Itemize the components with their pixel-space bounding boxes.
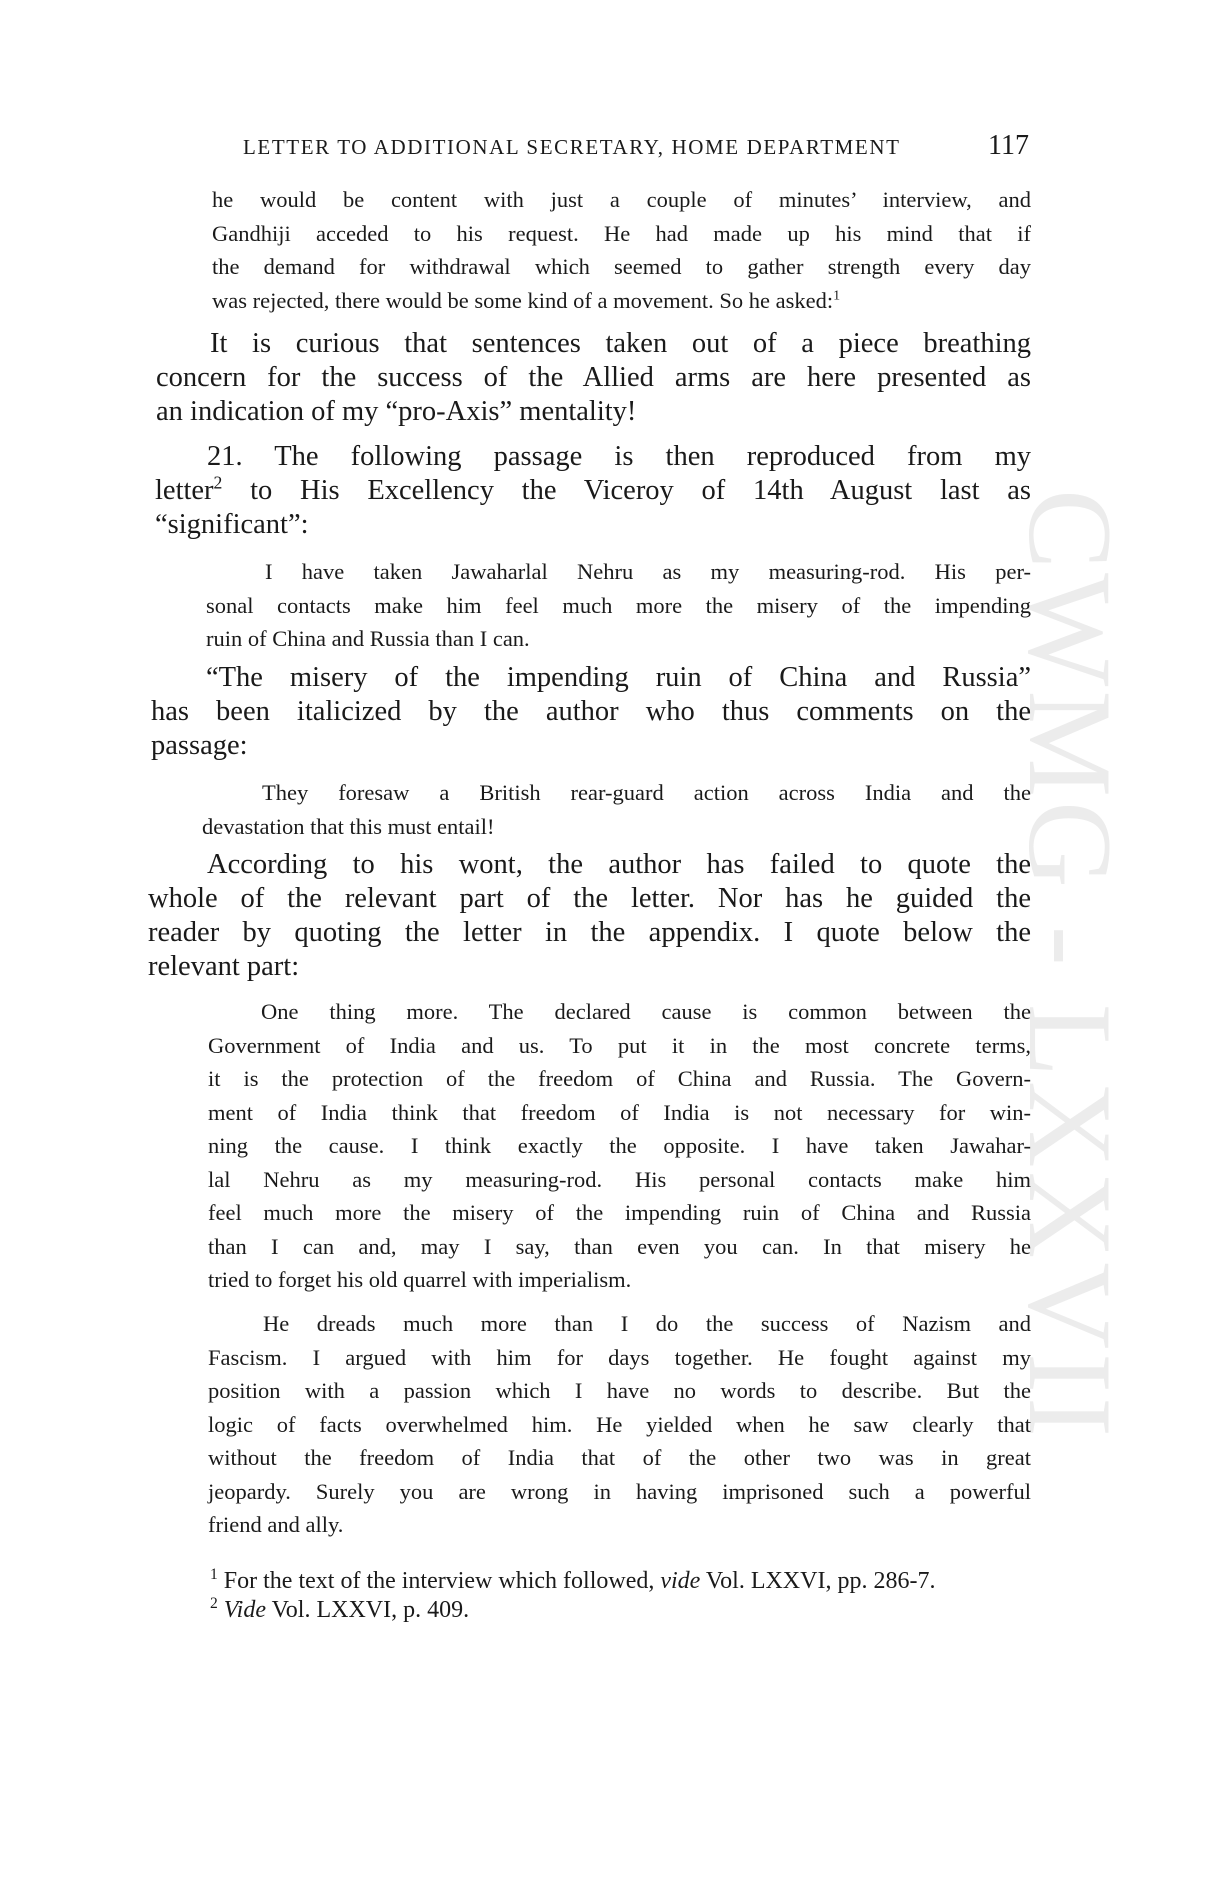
text-line: One thing more. The declared cause is common between the <box>261 999 1031 1024</box>
text-line: it is the protection of the freedom of China and Russia. The Govern- <box>208 1066 1031 1091</box>
text-line: passage: <box>151 730 248 761</box>
footnote-2: $^2$ Vide Vol. LXXVI, p. 409. <box>210 1595 470 1623</box>
text-line: 21. The following passage is then reproduced from my <box>207 441 1031 472</box>
footnote-1: $^1$ For the text of the interview which followed, vide Vol. LXXVI, pp. 286-7. <box>210 1566 936 1594</box>
text-line: lal Nehru as my measuring-rod. His personal contacts make him <box>208 1166 1031 1192</box>
footnote-marker: 1 <box>833 288 841 303</box>
text-line: Government of India and us. To put it in the most concrete terms, <box>208 1032 1031 1058</box>
text-line: According to his wont, the author has failed to quote the <box>207 849 1031 880</box>
block-quote-2 <box>202 776 1031 843</box>
paragraph-1 <box>212 183 1031 317</box>
block-quote-1 <box>206 555 1031 656</box>
text-line: relevant part: <box>148 951 300 982</box>
text-line: has been italicized by the author who thus comments on the <box>151 696 1031 727</box>
text-line: It is curious that sentences taken out of a piece breathing <box>210 328 1031 359</box>
watermark <box>1004 395 1138 1535</box>
text-line: feel much more the misery of the impending ruin of China and Russia <box>208 1200 1031 1225</box>
text-line: position with a passion which I have no words to describe. But the <box>208 1378 1031 1403</box>
text-line: was rejected, there would be some kind of a movement. So he asked:$^1$ <box>212 287 841 313</box>
text-line: whole of the relevant part of the letter. Nor has he guided the <box>148 883 1031 914</box>
block-quote-3 <box>208 995 1031 1297</box>
text-line: “significant”: <box>155 509 309 540</box>
text-line: he would be content with just a couple of minutes’ interview, and <box>212 187 1031 212</box>
text-line: letter$^2$ to His Excellency the Viceroy of 14th August last as <box>155 472 1031 506</box>
paragraph-4 <box>151 661 1031 763</box>
text-line: tried to forget his old quarrel with imperialism. <box>208 1267 632 1292</box>
text-line: ruin of China and Russia than I can. <box>206 626 530 651</box>
text-line: friend and ally. <box>208 1512 344 1537</box>
paragraph-5 <box>148 848 1031 984</box>
text-line: He dreads much more than I do the success of Nazism and <box>263 1311 1031 1336</box>
text-line: devastation that this must entail! <box>202 813 495 839</box>
block-quote-4 <box>208 1307 1031 1542</box>
paragraph-2 <box>156 327 1031 429</box>
running-head: LETTER TO ADDITIONAL SECRETARY, HOME DEPARTMENT <box>243 135 901 159</box>
text-line: an indication of my “pro-Axis” mentality! <box>156 396 637 427</box>
text-line: without the freedom of India that of the other two was in great <box>208 1445 1031 1470</box>
text-line: logic of facts overwhelmed him. He yielded when he saw clearly that <box>208 1411 1031 1437</box>
text-line: Gandhiji acceded to his request. He had made up his mind that if <box>212 220 1031 246</box>
text-line: I have taken Jawaharlal Nehru as my measuring-rod. His per- <box>265 559 1031 584</box>
text-line: the demand for withdrawal which seemed to gather strength every day <box>212 254 1031 279</box>
text-line: ning the cause. I think exactly the opposite. I have taken Jawahar- <box>208 1133 1031 1158</box>
text-line: jeopardy. Surely you are wrong in having imprisoned such a powerful <box>208 1478 1031 1504</box>
page-header <box>243 130 1029 162</box>
text-line: reader by quoting the letter in the appendix. I quote below the <box>148 917 1031 948</box>
text-line: than I can and, may I say, than even you can. In that misery he <box>208 1233 1031 1259</box>
watermark-text: CWMG - LXXVII <box>1004 489 1138 1441</box>
footnote-marker: 2 <box>213 472 223 493</box>
text-line: Fascism. I argued with him for days together. He fought against my <box>208 1344 1031 1370</box>
text-line: concern for the success of the Allied arms are here presented as <box>156 362 1031 393</box>
text-line: sonal contacts make him feel much more the misery of the impending <box>206 592 1031 618</box>
text-line: “The misery of the impending ruin of China and Russia” <box>206 662 1031 693</box>
page-number: 117 <box>988 130 1029 161</box>
footnotes <box>210 1567 1034 1625</box>
text-line: They foresaw a British rear-guard action across India and the <box>262 780 1031 805</box>
text-line: ment of India think that freedom of India is not necessary for win- <box>208 1099 1031 1125</box>
paragraph-3 <box>155 440 1031 542</box>
